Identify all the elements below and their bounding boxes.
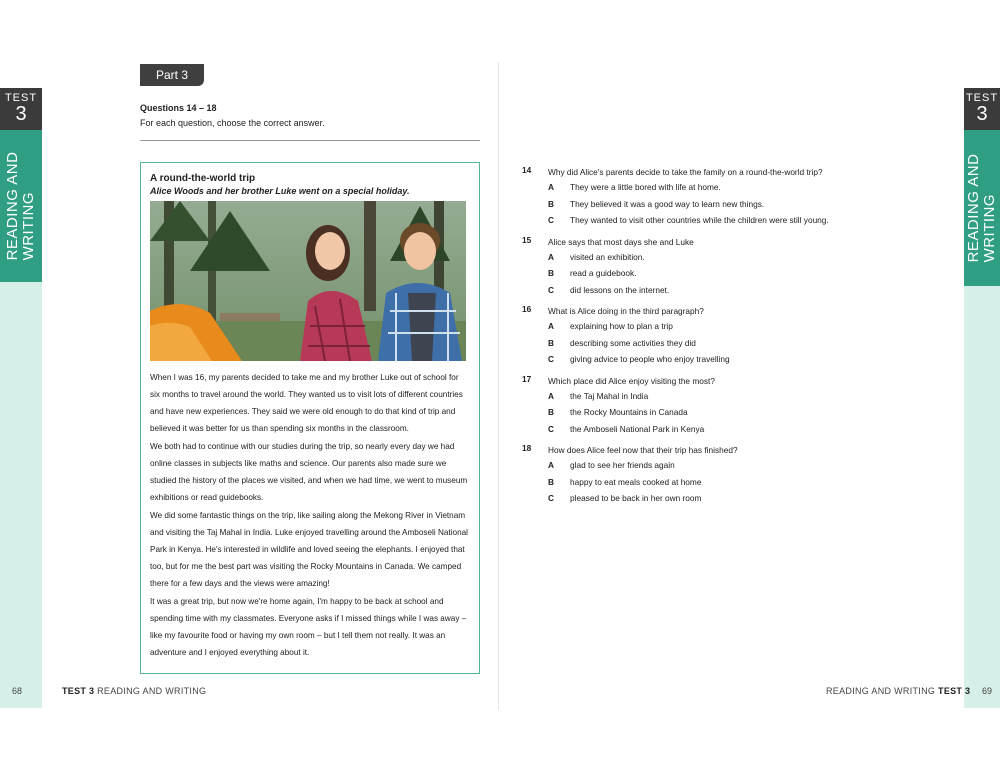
article-paragraph-1: When I was 16, my parents decided to take me and my brother Luke out of school for six months to travel around the world. They wanted us to visit lots of different countries and have new experiences. They said we were old enough to do that kind of trip and believed it was better for us than spending six months in the classroom. — [150, 373, 463, 433]
right-section-tab — [964, 130, 1000, 286]
option-b[interactable] — [548, 474, 862, 491]
option-b[interactable] — [548, 335, 862, 352]
option-letter: C — [548, 215, 554, 225]
question-number: 18 — [522, 443, 532, 453]
question-16 — [522, 304, 862, 368]
option-text: They believed it was a good way to learn new things. — [570, 198, 765, 209]
question-15 — [522, 235, 862, 299]
option-a[interactable] — [548, 457, 862, 474]
question-number: 17 — [522, 373, 532, 384]
option-letter: B — [548, 198, 554, 209]
left-tab-test-label: TEST — [4, 92, 38, 104]
option-letter: C — [548, 493, 554, 503]
question-number: 14 — [522, 165, 532, 175]
right-section-line-1: READING AND — [965, 153, 982, 263]
option-text: happy to eat meals cooked at home — [570, 476, 702, 487]
option-letter: A — [548, 182, 554, 192]
option-b[interactable] — [548, 404, 862, 421]
left-footer-text: READING AND WRITING — [97, 686, 207, 696]
questions-heading: Questions 14 – 18 — [140, 103, 217, 113]
left-footer-bold: TEST 3 — [62, 686, 95, 696]
option-b[interactable] — [548, 196, 862, 213]
option-a[interactable] — [548, 179, 862, 196]
question-number: 15 — [522, 234, 532, 245]
option-letter: C — [548, 423, 554, 434]
option-text: the Amboseli National Park in Kenya — [570, 423, 705, 434]
option-text: glad to see her friends again — [570, 460, 675, 470]
option-b[interactable] — [548, 265, 862, 282]
option-text: giving advice to people who enjoy travelling — [570, 354, 730, 364]
option-text: did lessons on the internet. — [570, 284, 670, 295]
left-tab-test-number: 3 — [15, 103, 27, 125]
option-letter: B — [548, 407, 554, 417]
camping-photo-illustration — [150, 201, 466, 361]
left-test-tab — [0, 88, 42, 130]
option-letter: A — [548, 390, 554, 401]
question-text: Which place did Alice enjoy visiting the most? — [548, 375, 715, 386]
divider — [140, 140, 480, 141]
option-letter: B — [548, 268, 554, 278]
option-letter: A — [548, 321, 554, 331]
option-text: pleased to be back in her own room — [570, 493, 702, 503]
right-tab-test-label: TEST — [965, 92, 999, 104]
left-page-number: 68 — [12, 686, 23, 696]
right-section-label — [966, 154, 998, 263]
question-14 — [522, 165, 862, 229]
right-footer — [826, 686, 970, 696]
part-label: Part 3 — [140, 64, 204, 86]
article-paragraph-4: It was a great trip, but now we're home again, I'm happy to be back at school and spending time with my classmates. Everyone asks if I missed things while I was away – like my favourite food or having my own room – but I tell them not really. It was an adventure and I enjoyed everything about it. — [150, 597, 467, 657]
right-page-number: 69 — [982, 686, 993, 696]
option-letter: A — [548, 460, 554, 470]
option-a[interactable] — [548, 318, 862, 335]
left-section-line-2: WRITING — [20, 191, 37, 261]
option-text: describing some activities they did — [570, 337, 696, 348]
right-section-line-2: WRITING — [981, 193, 998, 263]
option-letter: A — [548, 251, 554, 262]
right-footer-text: READING AND WRITING — [826, 686, 936, 696]
left-section-line-1: READING AND — [4, 151, 21, 261]
option-letter: C — [548, 354, 554, 364]
option-a[interactable] — [548, 388, 862, 405]
right-tab-test-number: 3 — [976, 103, 988, 125]
right-footer-bold: TEST 3 — [938, 686, 971, 696]
article-subtitle: Alice Woods and her brother Luke went on a special holiday. — [150, 186, 410, 196]
right-test-tab — [964, 88, 1000, 130]
question-list — [522, 165, 862, 513]
article-paragraph-3: We did some fantastic things on the trip, like sailing along the Mekong River in Vietnam and visiting the Taj Mahal in India. Luke enjoyed travelling around the Amboseli National Park in Kenya. He's interested in wildlife and loved seeing the elephants. I enjoyed that too, but for me the best part was visiting the Rocky Mountains in Canada. We camped there for a few days and the views were amazing! — [150, 511, 468, 588]
article-body — [150, 369, 470, 662]
option-c[interactable] — [548, 212, 862, 229]
option-letter: C — [548, 284, 554, 295]
option-text: the Taj Mahal in India — [570, 390, 649, 401]
question-text: Why did Alice's parents decide to take the family on a round-the-world trip? — [548, 167, 823, 177]
option-c[interactable] — [548, 421, 862, 438]
question-text: What is Alice doing in the third paragraph? — [548, 306, 704, 316]
option-text: visited an exhibition. — [570, 251, 645, 262]
instruction-text: For each question, choose the correct answer. — [140, 118, 325, 128]
question-number: 16 — [522, 304, 532, 314]
option-c[interactable] — [548, 282, 862, 299]
option-a[interactable] — [548, 249, 862, 266]
question-text: How does Alice feel now that their trip has finished? — [548, 445, 738, 455]
option-letter: B — [548, 476, 554, 487]
option-text: They wanted to visit other countries while the children were still young. — [570, 215, 829, 225]
option-c[interactable] — [548, 351, 862, 368]
article-title: A round-the-world trip — [150, 173, 256, 184]
question-18 — [522, 443, 862, 507]
question-17 — [522, 374, 862, 438]
option-letter: B — [548, 337, 554, 348]
option-text: the Rocky Mountains in Canada — [570, 407, 688, 417]
option-text: read a guidebook. — [570, 268, 637, 278]
option-text: explaining how to plan a trip — [570, 321, 673, 331]
option-text: They were a little bored with life at home. — [570, 182, 721, 192]
left-section-tab — [0, 130, 42, 282]
option-c[interactable] — [548, 490, 862, 507]
left-footer — [62, 686, 206, 696]
question-text: Alice says that most days she and Luke — [548, 236, 694, 247]
article-photo — [150, 201, 466, 361]
article-paragraph-2: We both had to continue with our studies during the trip, so nearly every day we had online classes in subjects like maths and science. Our parents also made sure we studied the history of the places we visited, and when we had time, we went to museum exhibitions or read guidebooks. — [150, 442, 468, 502]
article-box — [140, 162, 480, 674]
left-section-label — [5, 152, 37, 261]
